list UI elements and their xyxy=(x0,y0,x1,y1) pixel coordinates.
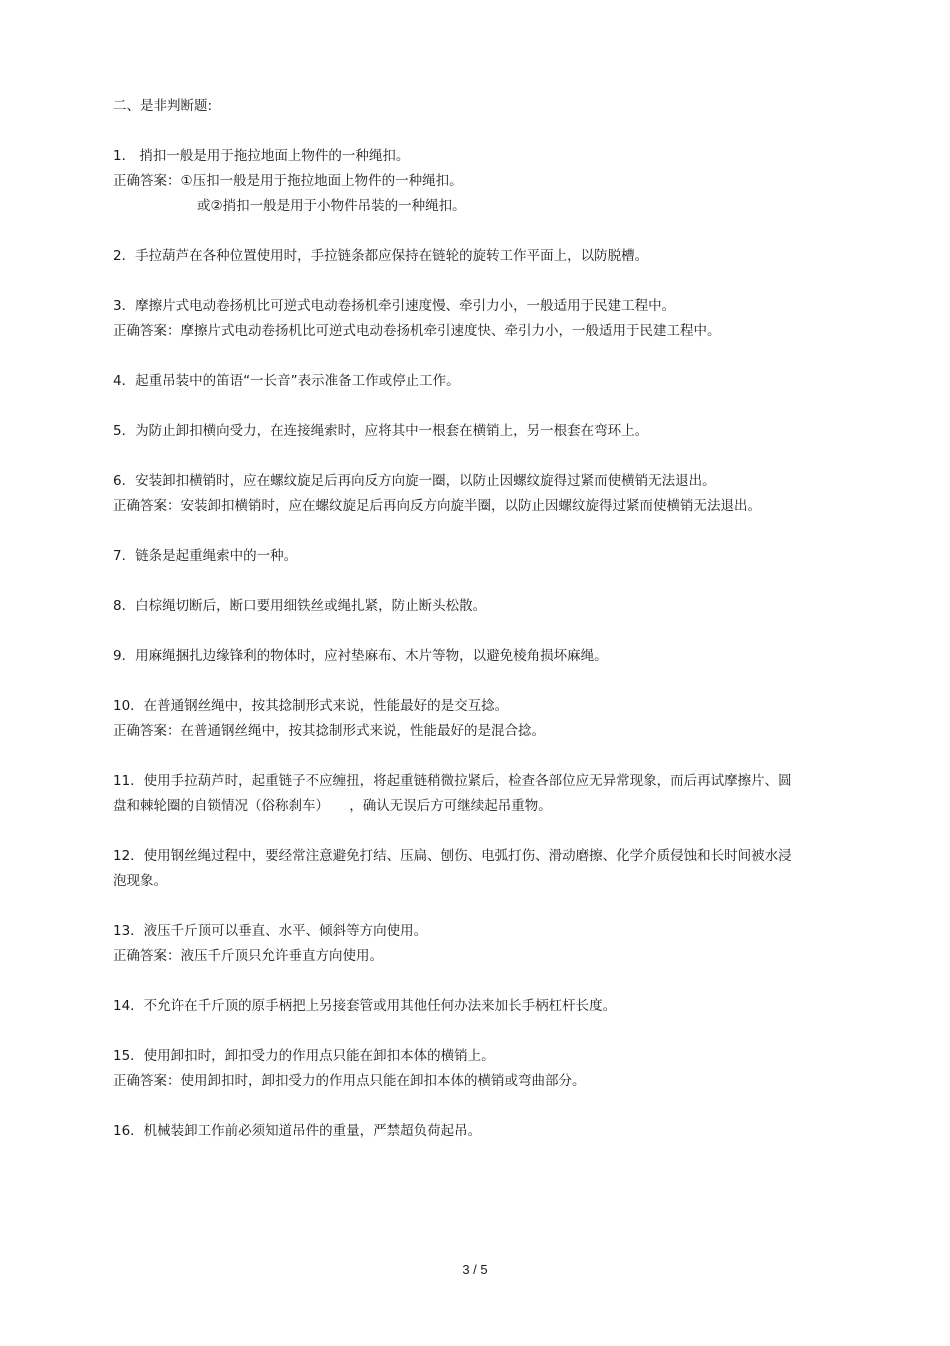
question-text: 1． 捎扣一般是用于拖拉地面上物件的一种绳扣。 xyxy=(113,148,410,164)
question-5 xyxy=(113,419,793,444)
question-text: 6．安装卸扣横销时，应在螺纹旋足后再向反方向旋一圈，以防止因螺纹旋得过紧而使横销无法退出。 xyxy=(113,473,716,489)
question-7 xyxy=(113,544,793,569)
answer-text: 正确答案：摩擦片式电动卷扬机比可逆式电动卷扬机牵引速度快、牵引力小，一般适用于民建工程中。 xyxy=(113,323,721,339)
question-2 xyxy=(113,244,793,269)
question-text: 16．机械装卸工作前必须知道吊件的重量，严禁超负荷起吊。 xyxy=(113,1123,482,1139)
question-text: 10．在普通钢丝绳中，按其捻制形式来说，性能最好的是交互捻。 xyxy=(113,698,509,714)
answer-text: 正确答案：液压千斤顶只允许垂直方向使用。 xyxy=(113,948,383,964)
answer-alt-text: 或②捎扣一般是用于小物件吊装的一种绳扣。 xyxy=(197,198,466,214)
section-title: 二、是非判断题: xyxy=(113,98,213,114)
question-11 xyxy=(113,769,793,819)
question-9 xyxy=(113,644,793,669)
question-text: 7．链条是起重绳索中的一种。 xyxy=(113,548,298,564)
answer-text: 正确答案：①压扣一般是用于拖拉地面上物件的一种绳扣。 xyxy=(113,173,463,189)
document-content xyxy=(113,94,793,1169)
question-text: 4．起重吊装中的笛语“一长音”表示准备工作或停止工作。 xyxy=(113,373,460,389)
question-text: 3．摩擦片式电动卷扬机比可逆式电动卷扬机牵引速度慢、牵引力小，一般适用于民建工程中。 xyxy=(113,298,676,314)
question-15 xyxy=(113,1044,793,1094)
question-text: 12．使用钢丝绳过程中，要经常注意避免打结、压扁、刨伤、电弧打伤、滑动磨擦、化学介质侵蚀和长时间被水浸泡现象。 xyxy=(113,848,792,889)
question-6 xyxy=(113,469,793,519)
question-text: 13．液压千斤顶可以垂直、水平、倾斜等方向使用。 xyxy=(113,923,428,939)
question-3 xyxy=(113,294,793,344)
question-16 xyxy=(113,1119,793,1144)
answer-text: 正确答案：使用卸扣时，卸扣受力的作用点只能在卸扣本体的横销或弯曲部分。 xyxy=(113,1073,586,1089)
question-4 xyxy=(113,369,793,394)
question-8 xyxy=(113,594,793,619)
question-12 xyxy=(113,844,793,894)
question-text: 2．手拉葫芦在各种位置使用时，手拉链条都应保持在链轮的旋转工作平面上，以防脱槽。 xyxy=(113,248,649,264)
question-text: 11．使用手拉葫芦时，起重链子不应缠扭，将起重链稍微拉紧后，检查各部位应无异常现象，而后再试摩擦片、圆盘和棘轮圈的自锁情况（俗称刹车） ，确认无误后方可继续起吊重物。 xyxy=(113,773,792,814)
question-text: 5．为防止卸扣横向受力，在连接绳索时，应将其中一根套在横销上，另一根套在弯环上。 xyxy=(113,423,649,439)
question-1 xyxy=(113,144,793,219)
page-number: 3 / 5 xyxy=(462,1262,488,1277)
question-text: 15．使用卸扣时，卸扣受力的作用点只能在卸扣本体的横销上。 xyxy=(113,1048,495,1064)
answer-text: 正确答案：安装卸扣横销时，应在螺纹旋足后再向反方向旋半圈，以防止因螺纹旋得过紧而使横销无法退出。 xyxy=(113,498,761,514)
question-13 xyxy=(113,919,793,969)
answer-text: 正确答案：在普通钢丝绳中，按其捻制形式来说，性能最好的是混合捻。 xyxy=(113,723,545,739)
question-text: 8．白棕绳切断后，断口要用细铁丝或绳扎紧，防止断头松散。 xyxy=(113,598,487,614)
question-text: 14．不允许在千斤顶的原手柄把上另接套管或用其他任何办法来加长手柄杠杆长度。 xyxy=(113,998,617,1014)
question-text: 9．用麻绳捆扎边缘锋利的物体时，应衬垫麻布、木片等物，以避免棱角损坏麻绳。 xyxy=(113,648,608,664)
question-10 xyxy=(113,694,793,744)
question-14 xyxy=(113,994,793,1019)
